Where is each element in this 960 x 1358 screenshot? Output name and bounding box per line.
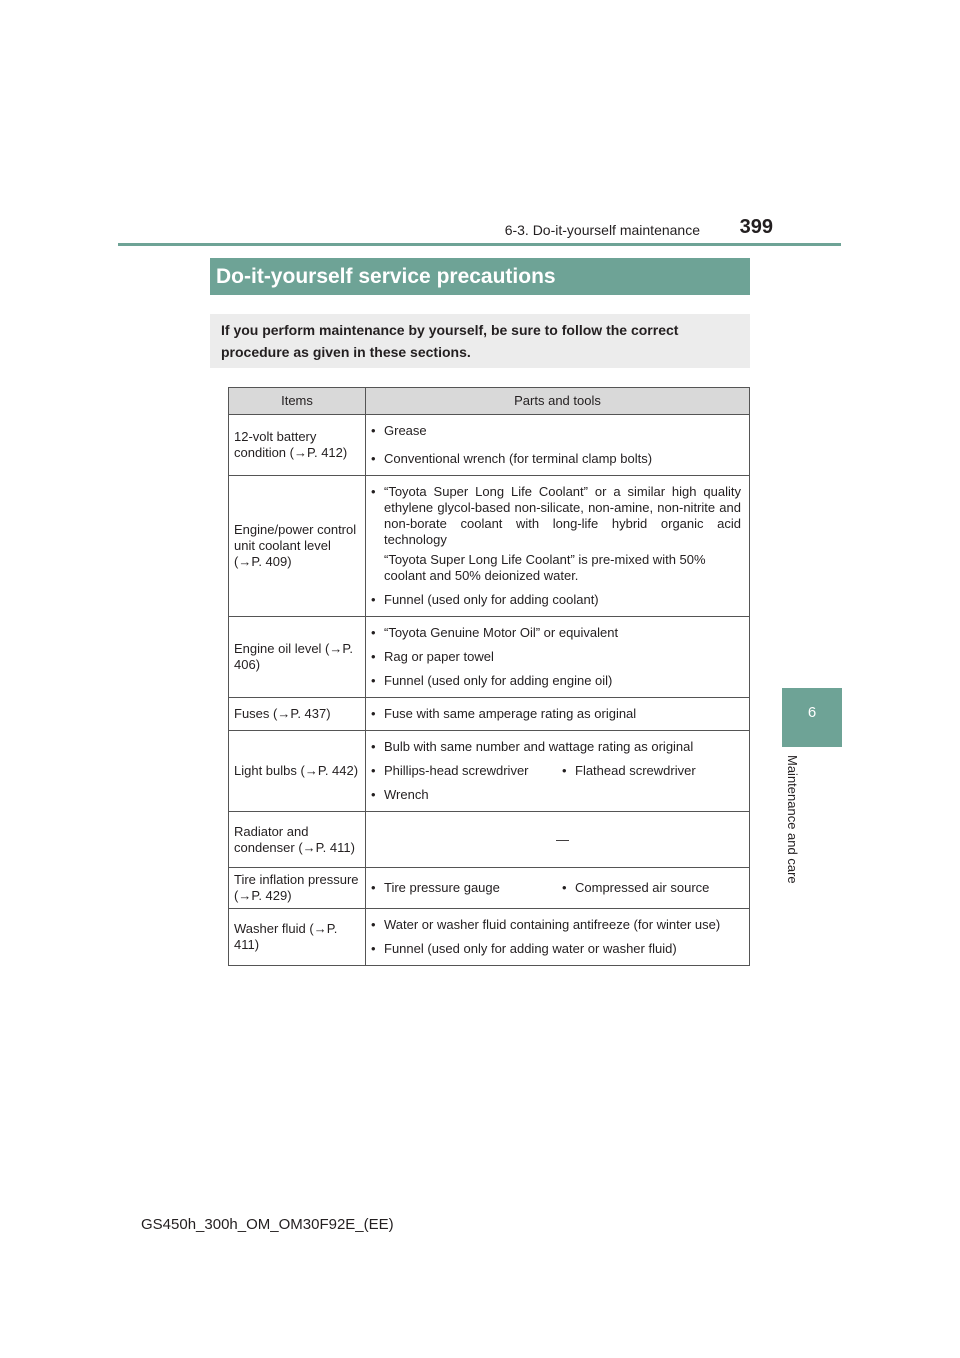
item-cell: 12-volt battery condition (→P. 412) <box>229 415 366 476</box>
list-item: • “Toyota Super Long Life Coolant” or a similar high quality ethylene glycol-based non-silicate, non-amine, non-nitrite and non-borate coolant with long-life hybrid organic acid technology <box>384 484 741 548</box>
parts-cell <box>366 731 750 812</box>
coolant-note: “Toyota Super Long Life Coolant” is pre-mixed with 50% coolant and 50% deionized water. <box>384 552 706 583</box>
precautions-table <box>228 387 750 966</box>
document-code: GS450h_300h_OM_OM30F92E_(EE) <box>141 1216 394 1233</box>
list-item: • Funnel (used only for adding engine oil) <box>384 673 741 689</box>
parts-cell <box>366 698 750 731</box>
parts-cell: — <box>366 812 750 868</box>
page-number: 399 <box>739 216 773 238</box>
table-row <box>229 909 750 966</box>
table-row <box>229 868 750 909</box>
column-header-parts: Parts and tools <box>366 388 750 415</box>
table-row <box>229 698 750 731</box>
list-item: • “Toyota Genuine Motor Oil” or equivalent <box>384 625 741 641</box>
table-row <box>229 476 750 617</box>
item-cell: Fuses (→P. 437) <box>229 698 366 731</box>
list-item: • Rag or paper towel <box>384 649 741 665</box>
item-cell: Tire inflation pressure (→P. 429) <box>229 868 366 909</box>
intro-text: If you perform maintenance by yourself, be sure to follow the correct procedure as given in these sections. <box>210 314 750 368</box>
table-row <box>229 617 750 698</box>
item-cell: Washer fluid (→P. 411) <box>229 909 366 966</box>
section-title: 6-3. Do-it-yourself maintenance <box>504 222 700 238</box>
item-cell: Light bulbs (→P. 442) <box>229 731 366 812</box>
list-item: • Funnel (used only for adding water or washer fluid) <box>384 941 741 957</box>
parts-cell <box>366 868 750 909</box>
item-cell: Engine oil level (→P. 406) <box>229 617 366 698</box>
chapter-label: Maintenance and care <box>785 755 800 884</box>
list-item: • Grease <box>384 423 741 439</box>
parts-cell <box>366 476 750 617</box>
section-heading: Do-it-yourself service precautions <box>210 258 750 295</box>
parts-cell <box>366 415 750 476</box>
parts-cell <box>366 909 750 966</box>
table-header-row <box>229 388 750 415</box>
list-item: • Conventional wrench (for terminal clamp bolts) <box>384 451 741 467</box>
list-item: • Water or washer fluid containing antifreeze (for winter use) <box>384 917 741 933</box>
list-item-pair <box>384 880 741 896</box>
list-item: • Flathead screwdriver <box>562 763 696 779</box>
list-item-pair <box>384 763 741 779</box>
header-rule <box>118 243 841 246</box>
column-header-items: Items <box>229 388 366 415</box>
item-cell: Engine/power control unit coolant level (→P. 409) <box>229 476 366 617</box>
list-item: • Fuse with same amperage rating as original <box>384 706 741 722</box>
page-header <box>118 214 841 246</box>
chapter-tab: 6 <box>782 688 842 747</box>
table-row <box>229 812 750 868</box>
table-row <box>229 731 750 812</box>
table-row <box>229 415 750 476</box>
list-item: • Compressed air source <box>562 880 709 896</box>
list-item: • Phillips-head screwdriver <box>384 763 562 779</box>
item-cell: Radiator and condenser (→P. 411) <box>229 812 366 868</box>
parts-cell <box>366 617 750 698</box>
list-item: • Wrench <box>384 787 741 803</box>
list-item: • Bulb with same number and wattage rating as original <box>384 739 741 755</box>
list-item: • Tire pressure gauge <box>384 880 562 896</box>
list-item: • Funnel (used only for adding coolant) <box>384 592 741 608</box>
